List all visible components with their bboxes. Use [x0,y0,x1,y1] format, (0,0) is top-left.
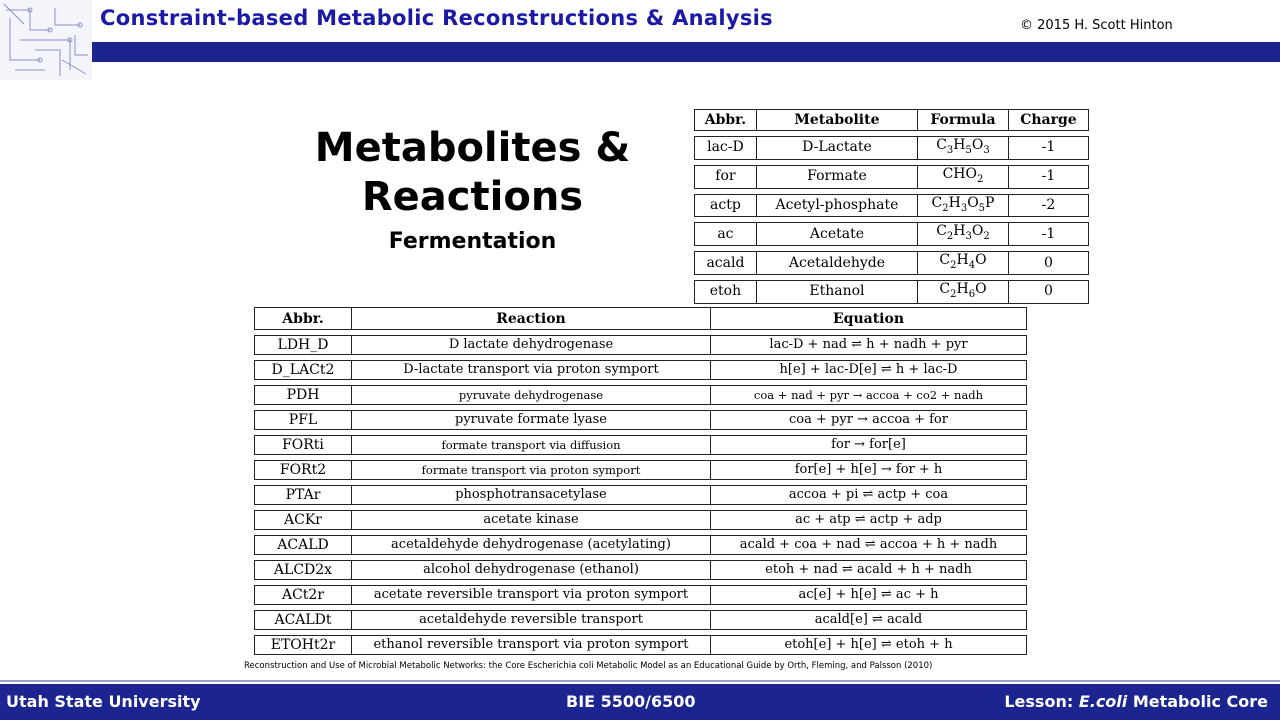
reaction-name: acetate kinase [352,510,711,530]
metabolite-name: Acetaldehyde [757,251,918,275]
slide-title-line2: Reactions [361,174,584,220]
metabolite-charge: -1 [1009,222,1089,246]
reaction-name: phosphotransacetylase [352,485,711,505]
metabolite-row [694,251,1089,275]
metabolite-abbr: etoh [694,280,757,304]
reactions-header-equation: Equation [711,307,1027,330]
metabolite-abbr: for [694,165,757,189]
course-title: Constraint-based Metabolic Reconstructions & Analysis [100,6,773,30]
reaction-equation: h[e] + lac-D[e] ⇌ h + lac-D [711,360,1027,380]
metabolite-row [694,280,1089,304]
metabolites-header-abbr: Abbr. [694,109,757,131]
reaction-row [254,635,1027,655]
metabolite-formula: $C_2H_6O$ [918,280,1009,304]
reaction-name: acetate reversible transport via proton symport [352,585,711,605]
reaction-row [254,535,1027,555]
reaction-name: formate transport via proton symport [352,460,711,480]
footer-lesson-suffix: Metabolic Core [1127,692,1268,711]
reaction-row [254,385,1027,405]
reaction-name: acetaldehyde dehydrogenase (acetylating) [352,535,711,555]
reaction-name: D lactate dehydrogenase [352,335,711,355]
footer-lesson-prefix: Lesson: [1004,692,1079,711]
reaction-abbr: ALCD2x [254,560,352,580]
reaction-row [254,485,1027,505]
metabolite-row [694,165,1089,189]
metabolite-name: Ethanol [757,280,918,304]
reaction-abbr: LDH_D [254,335,352,355]
reaction-abbr: ACALD [254,535,352,555]
reactions-table [254,302,1027,660]
reaction-abbr: PTAr [254,485,352,505]
metabolite-row [694,194,1089,218]
metabolite-abbr: acald [694,251,757,275]
reaction-equation: acald + coa + nad ⇌ accoa + h + nadh [711,535,1027,555]
metabolic-map-logo [0,0,92,80]
metabolite-name: D-Lactate [757,136,918,160]
metabolite-row [694,222,1089,246]
reaction-abbr: ACt2r [254,585,352,605]
reaction-name: pyruvate dehydrogenase [352,385,711,405]
reaction-name: ethanol reversible transport via proton symport [352,635,711,655]
reactions-header-row [254,307,1027,330]
metabolite-formula: $CHO_2$ [918,165,1009,189]
metabolite-formula: $C_2H_4O$ [918,251,1009,275]
reaction-row [254,335,1027,355]
reaction-abbr: ETOHt2r [254,635,352,655]
reaction-name: acetaldehyde reversible transport [352,610,711,630]
reaction-name: alcohol dehydrogenase (ethanol) [352,560,711,580]
reaction-row [254,460,1027,480]
reaction-equation: ac + atp ⇌ actp + adp [711,510,1027,530]
metabolite-formula: $C_2H_3O_2$ [918,222,1009,246]
reaction-abbr: ACKr [254,510,352,530]
reaction-equation: lac-D + nad ⇌ h + nadh + pyr [711,335,1027,355]
header-bar [92,42,1280,62]
footer-university: Utah State University [6,692,201,711]
metabolite-charge: -2 [1009,194,1089,218]
metabolite-name: Acetate [757,222,918,246]
reaction-abbr: FORt2 [254,460,352,480]
metabolite-charge: 0 [1009,280,1089,304]
reaction-row [254,360,1027,380]
metabolite-charge: -1 [1009,136,1089,160]
metabolite-row [694,136,1089,160]
reaction-equation: coa + nad + pyr → accoa + co2 + nadh [711,385,1027,405]
reaction-abbr: PFL [254,410,352,430]
reaction-equation: coa + pyr → accoa + for [711,410,1027,430]
slide-subtitle: Fermentation [388,229,557,254]
metabolite-abbr: lac-D [694,136,757,160]
metabolites-header-formula: Formula [918,109,1009,131]
metabolite-name: Formate [757,165,918,189]
reaction-name: D-lactate transport via proton symport [352,360,711,380]
reaction-equation: acald[e] ⇌ acald [711,610,1027,630]
metabolite-formula: $C_3H_5O_3$ [918,136,1009,160]
metabolite-charge: -1 [1009,165,1089,189]
reaction-row [254,410,1027,430]
footer-bar [0,684,1280,720]
reaction-abbr: FORti [254,435,352,455]
reaction-equation: ac[e] + h[e] ⇌ ac + h [711,585,1027,605]
slide-title [300,124,645,222]
footer-lesson-organism: E.coli [1078,692,1128,711]
reaction-equation: accoa + pi ⇌ actp + coa [711,485,1027,505]
reactions-header-reaction: Reaction [352,307,711,330]
footer-course-code: BIE 5500/6500 [566,692,696,711]
citation: Reconstruction and Use of Microbial Metabolic Networks: the Core Escherichia coli Metabolic Model as an Educational Guide by Orth, Fleming, and Palsson (2010) [244,661,933,671]
reaction-abbr: ACALDt [254,610,352,630]
metabolite-abbr: actp [694,194,757,218]
metabolites-header-metabolite: Metabolite [757,109,918,131]
copyright-notice: © 2015 H. Scott Hinton [1020,18,1173,33]
reaction-row [254,560,1027,580]
reaction-abbr: PDH [254,385,352,405]
metabolites-table [694,104,1089,309]
reaction-name: formate transport via diffusion [352,435,711,455]
reaction-equation: for[e] + h[e] → for + h [711,460,1027,480]
reaction-row [254,510,1027,530]
footer-divider [0,680,1280,682]
reactions-header-abbr: Abbr. [254,307,352,330]
reaction-row [254,585,1027,605]
metabolites-header-row [694,109,1089,131]
reaction-equation: etoh + nad ⇌ acald + h + nadh [711,560,1027,580]
metabolite-charge: 0 [1009,251,1089,275]
slide-title-line1: Metabolites & [314,125,631,171]
metabolites-header-charge: Charge [1009,109,1089,131]
footer-lesson [1004,692,1268,711]
reaction-row [254,610,1027,630]
reaction-equation: etoh[e] + h[e] ⇌ etoh + h [711,635,1027,655]
metabolite-formula: $C_2H_3O_5P$ [918,194,1009,218]
reaction-name: pyruvate formate lyase [352,410,711,430]
reaction-row [254,435,1027,455]
reaction-abbr: D_LACt2 [254,360,352,380]
metabolite-name: Acetyl-phosphate [757,194,918,218]
metabolite-abbr: ac [694,222,757,246]
reaction-equation: for → for[e] [711,435,1027,455]
